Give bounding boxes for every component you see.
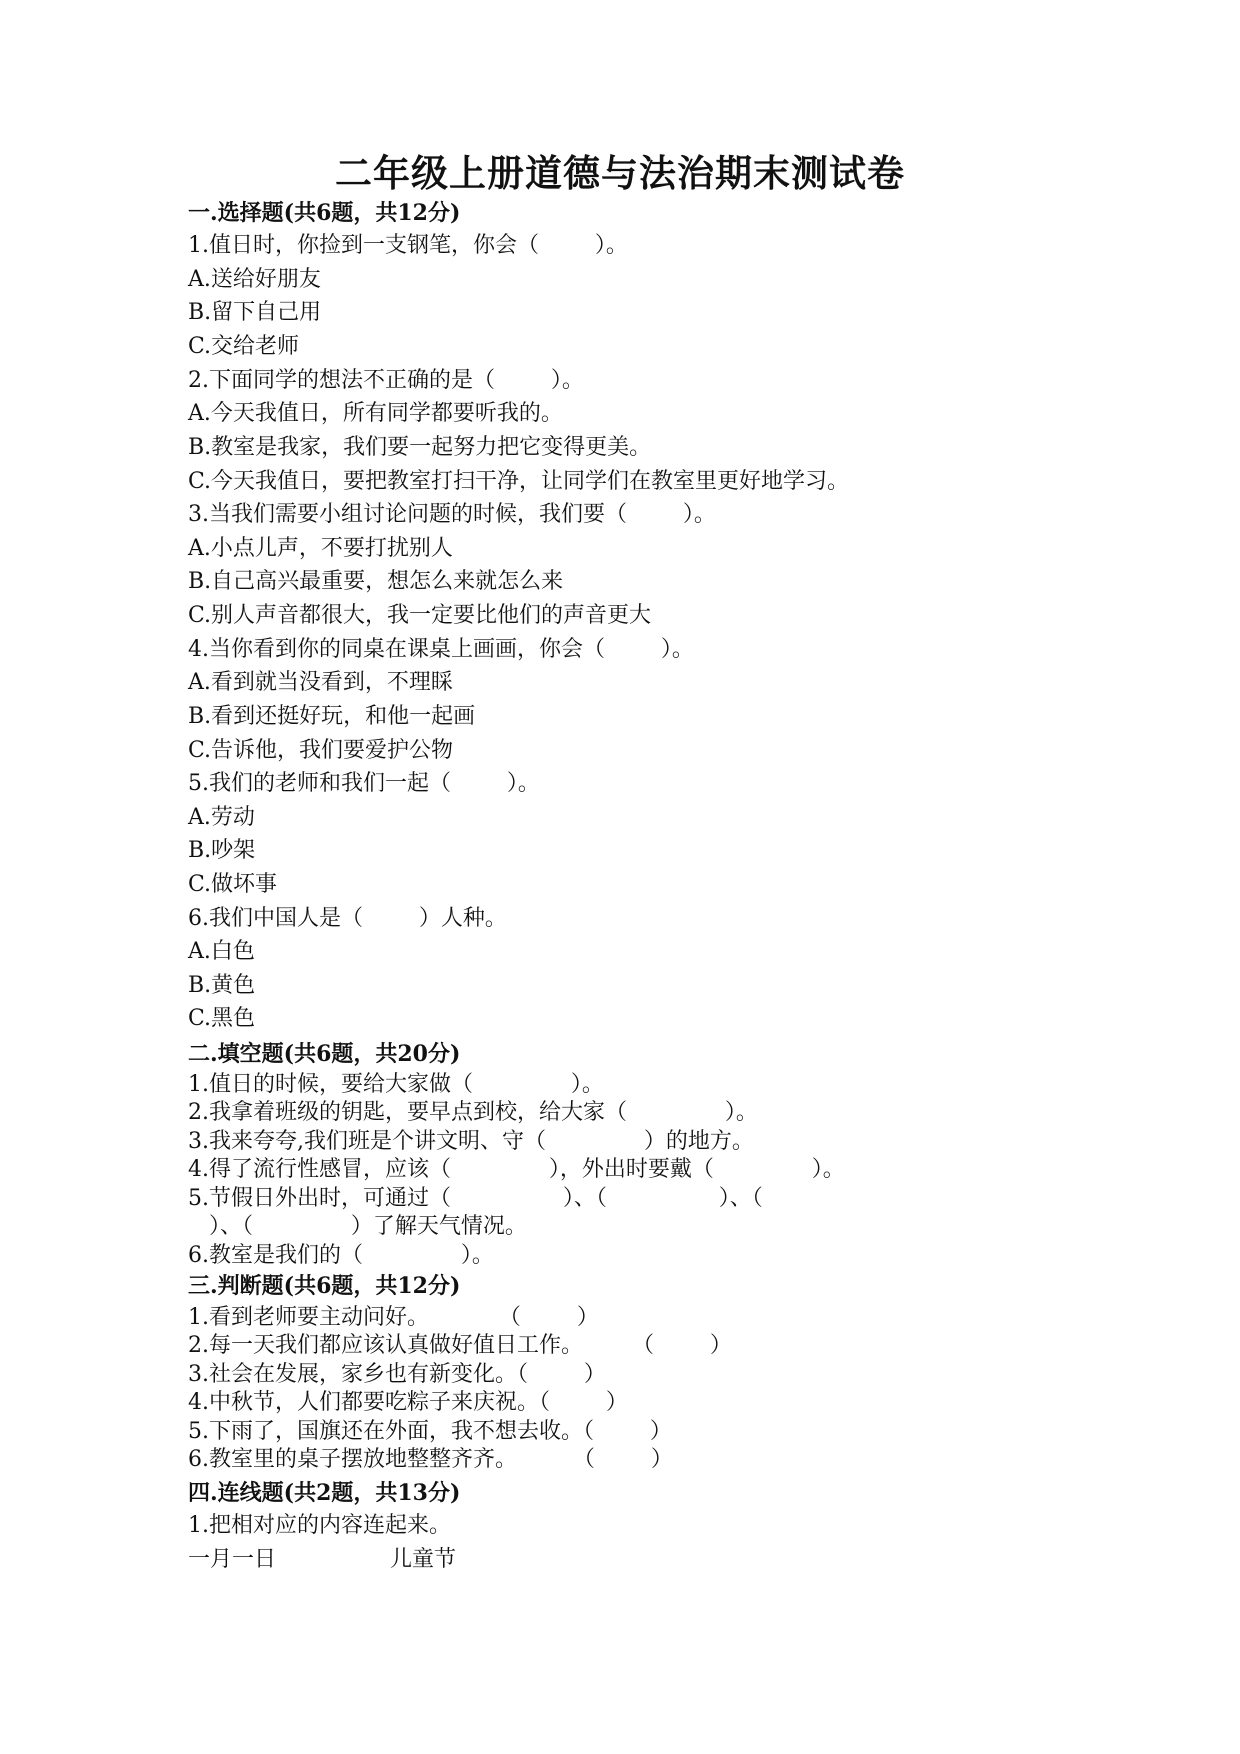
option-c: C.告诉他，我们要爱护公物 <box>188 738 454 763</box>
matching-right-item: 儿童节 <box>390 1547 457 1572</box>
question-stem: 3.当我们需要小组讨论问题的时候，我们要（ ）。 <box>188 502 716 527</box>
matching-instruction: 1.把相对应的内容连起来。 <box>188 1513 451 1538</box>
option-c: C.别人声音都很大，我一定要比他们的声音更大 <box>188 603 652 628</box>
judge-question: 4.中秋节，人们都要吃粽子来庆祝。（ ） <box>188 1390 628 1415</box>
judge-question: 2.每一天我们都应该认真做好值日工作。 （ ） <box>188 1333 732 1358</box>
fill-question: 5.节假日外出时，可通过（ ）、（ ）、（ <box>188 1186 763 1211</box>
judge-question: 6.教室里的桌子摆放地整整齐齐。 （ ） <box>188 1447 673 1472</box>
option-a: A.今天我值日，所有同学都要听我的。 <box>188 401 563 426</box>
question-stem: 5.我们的老师和我们一起（ ）。 <box>188 771 540 796</box>
option-c: C.黑色 <box>188 1006 256 1031</box>
fill-question: 6.教室是我们的（ ）。 <box>188 1243 494 1268</box>
option-a: A.送给好朋友 <box>188 267 321 292</box>
fill-question: 2.我拿着班级的钥匙，要早点到校，给大家（ ）。 <box>188 1100 758 1125</box>
option-b: B.教室是我家，我们要一起努力把它变得更美。 <box>188 435 652 460</box>
section-heading-choice: 一.选择题(共6题，共12分) <box>188 200 461 226</box>
option-b: B.自己高兴最重要，想怎么来就怎么来 <box>188 569 564 594</box>
section-heading-fill: 二.填空题(共6题，共20分) <box>188 1041 461 1067</box>
option-a: A.小点儿声，不要打扰别人 <box>188 536 453 561</box>
option-c: C.今天我值日，要把教室打扫干净，让同学们在教室里更好地学习。 <box>188 469 850 494</box>
page-title: 二年级上册道德与法治期末测试卷 <box>335 151 905 195</box>
option-a: A.看到就当没看到，不理睬 <box>188 670 453 695</box>
option-b: B.留下自己用 <box>188 300 322 325</box>
question-stem: 2.下面同学的想法不正确的是（ ）。 <box>188 368 584 393</box>
fill-question: 1.值日的时候，要给大家做（ ）。 <box>188 1072 604 1097</box>
judge-question: 3.社会在发展，家乡也有新变化。（ ） <box>188 1362 606 1387</box>
fill-question: 3.我来夸夸,我们班是个讲文明、守（ ）的地方。 <box>188 1129 754 1154</box>
fill-question-continued: ）、（ ）了解天气情况。 <box>188 1214 527 1239</box>
section-heading-judge: 三.判断题(共6题，共12分) <box>188 1273 461 1299</box>
option-a: A.白色 <box>188 939 255 964</box>
matching-left-item: 一月一日 <box>188 1547 277 1572</box>
option-b: B.黄色 <box>188 973 256 998</box>
question-stem: 6.我们中国人是（ ）人种。 <box>188 906 507 931</box>
option-b: B.看到还挺好玩，和他一起画 <box>188 704 476 729</box>
question-stem: 1.值日时，你捡到一支钢笔，你会（ ）。 <box>188 233 628 258</box>
option-b: B.吵架 <box>188 838 256 863</box>
fill-question: 4.得了流行性感冒，应该（ ），外出时要戴（ ）。 <box>188 1157 845 1182</box>
option-a: A.劳动 <box>188 805 255 830</box>
option-c: C.交给老师 <box>188 334 300 359</box>
question-stem: 4.当你看到你的同桌在课桌上画画，你会（ ）。 <box>188 637 694 662</box>
judge-question: 5.下雨了，国旗还在外面，我不想去收。（ ） <box>188 1419 672 1444</box>
judge-question: 1.看到老师要主动问好。 （ ） <box>188 1305 599 1330</box>
option-c: C.做坏事 <box>188 872 278 897</box>
section-heading-matching: 四.连线题(共2题，共13分) <box>188 1480 461 1506</box>
